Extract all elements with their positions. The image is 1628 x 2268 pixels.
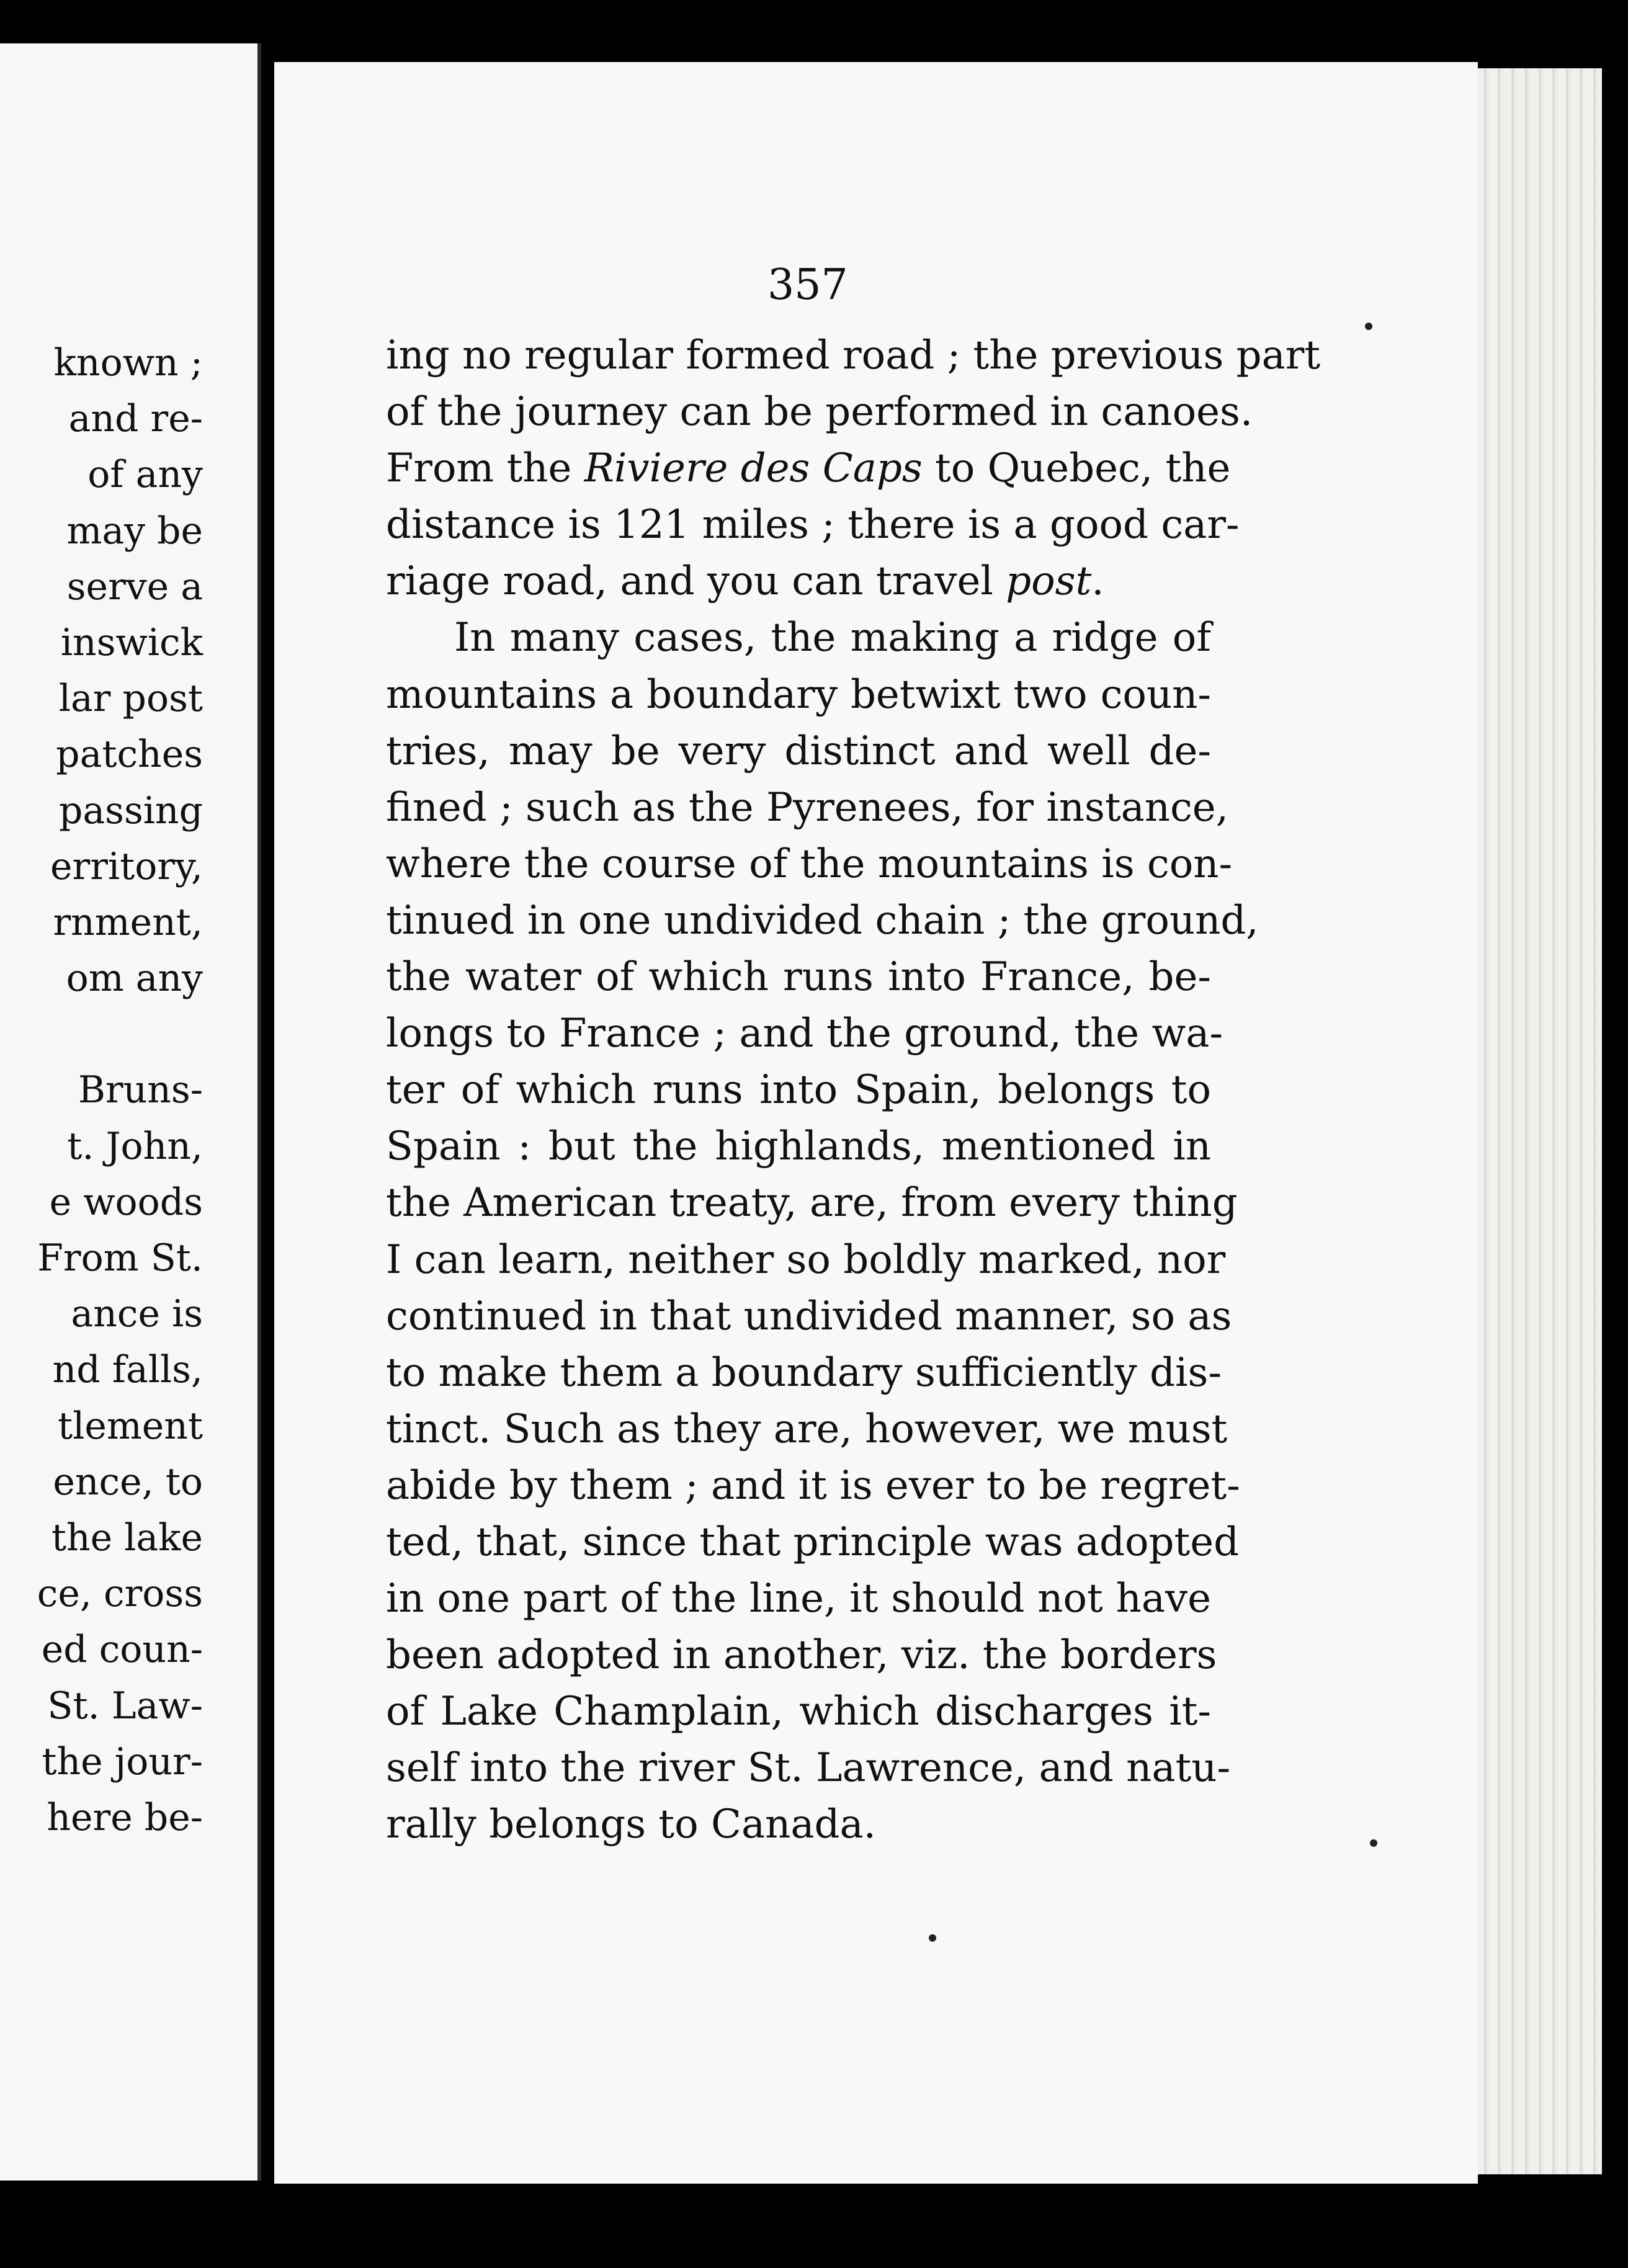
left-line: rnment, — [53, 900, 203, 944]
left-line: and re- — [68, 397, 203, 441]
text-line: the water of which runs into France, be- — [386, 954, 1211, 1001]
text-line: where the course of the mountains is con- — [386, 841, 1233, 887]
body-text — [386, 328, 1321, 1854]
text-line: tinued in one undivided chain ; the ground, — [386, 897, 1259, 944]
left-line: lar post — [58, 677, 203, 721]
left-line: ance is — [71, 1292, 203, 1336]
text-line: abide by them ; and it is ever to be regret- — [386, 1462, 1240, 1509]
text-segment: to Quebec, the — [922, 445, 1231, 492]
text-line: fined ; such as the Pyrenees, for instance, — [386, 784, 1228, 831]
text-line: mountains a boundary betwixt two coun- — [386, 671, 1211, 718]
text-line — [386, 440, 1231, 497]
left-line: may be — [66, 509, 203, 553]
left-page-text — [37, 335, 203, 1846]
text-line: been adopted in another, viz. the borders — [386, 1632, 1217, 1679]
text-segment: From the — [386, 445, 584, 492]
italic-word: post — [1006, 558, 1092, 605]
text-line: ter of which runs into Spain, belongs to — [386, 1067, 1211, 1114]
text-line: of Lake Champlain, which discharges it- — [386, 1689, 1211, 1735]
ink-speck — [1365, 323, 1372, 330]
text-line: the American treaty, are, from every thing — [386, 1180, 1238, 1226]
text-line: distance is 121 miles ; there is a good car- — [386, 502, 1240, 548]
text-line: of the journey can be performed in canoes. — [386, 389, 1253, 435]
left-line: here be- — [47, 1795, 203, 1839]
left-page — [0, 43, 261, 2181]
left-line: St. Law- — [47, 1684, 203, 1728]
left-line: patches — [56, 733, 203, 777]
left-line: From St. — [37, 1236, 203, 1280]
left-line: e woods — [49, 1180, 203, 1224]
left-line: ed coun- — [41, 1628, 203, 1672]
left-line: of any — [87, 453, 203, 497]
text-line: longs to France ; and the ground, the wa- — [386, 1011, 1223, 1057]
text-line: I can learn, neither so boldly marked, nor — [386, 1236, 1226, 1283]
left-line: erritory, — [50, 844, 203, 888]
left-line: t. John, — [67, 1124, 203, 1168]
text-line: to make them a boundary sufficiently dis- — [386, 1349, 1222, 1396]
text-segment: . — [1091, 558, 1104, 605]
left-line: Bruns- — [78, 1068, 203, 1112]
left-line: tlement — [58, 1404, 203, 1448]
left-line: passing — [58, 788, 203, 833]
left-line: the jour- — [42, 1739, 203, 1784]
left-line: ence, to — [53, 1460, 203, 1504]
text-line: ted, that, since that principle was adopted — [386, 1519, 1240, 1565]
ink-speck — [929, 1934, 936, 1942]
text-line: In many cases, the making a ridge of — [454, 615, 1211, 661]
ink-speck — [1370, 1839, 1377, 1847]
text-line: tries, may be very distinct and well de- — [386, 728, 1211, 774]
left-line: serve a — [66, 565, 203, 609]
left-line: inswick — [60, 620, 203, 664]
left-line: known ; — [53, 341, 203, 385]
text-line: ing no regular formed road ; the previous part — [386, 333, 1321, 378]
left-line: om any — [66, 957, 203, 1001]
text-line: self into the river St. Lawrence, and natu- — [386, 1745, 1231, 1792]
italic-place-name: Riviere des Caps — [584, 445, 923, 492]
left-line — [37, 1006, 203, 1062]
text-line: in one part of the line, it should not have — [386, 1576, 1211, 1622]
text-line — [386, 553, 1211, 610]
text-line: Spain : but the highlands, mentioned in — [386, 1123, 1211, 1170]
text-line: continued in that undivided manner, so as — [386, 1293, 1232, 1339]
page-edges — [1478, 68, 1602, 2174]
page-number: 357 — [767, 261, 848, 310]
left-line: nd falls, — [52, 1348, 203, 1392]
left-line: the lake — [51, 1516, 203, 1560]
left-line: ce, cross — [37, 1572, 203, 1616]
text-segment: riage road, and you can travel — [386, 558, 1006, 605]
text-line: rally belongs to Canada. — [386, 1801, 876, 1848]
text-line: tinct. Such as they are, however, we must — [386, 1406, 1228, 1452]
